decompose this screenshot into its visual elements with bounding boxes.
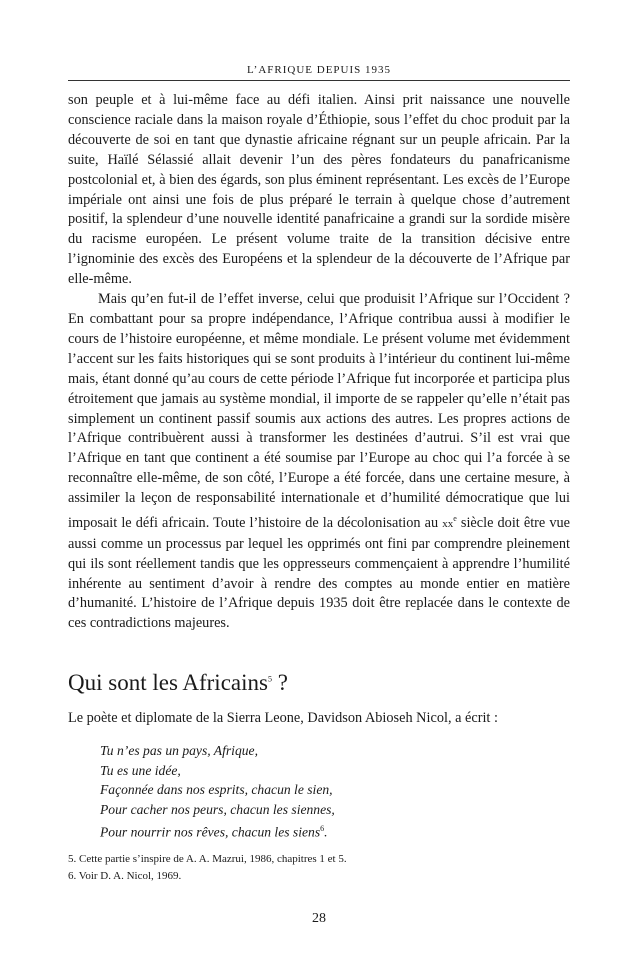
paragraph-2 bbox=[68, 290, 570, 634]
page-number: 28 bbox=[312, 911, 326, 926]
poem-end-punct: . bbox=[324, 824, 328, 840]
poem-line: Tu es une idée, bbox=[100, 762, 181, 778]
century-suffix: e bbox=[453, 514, 457, 524]
section-heading-text: Qui sont les Africains bbox=[68, 670, 268, 695]
poem-line-last bbox=[100, 819, 335, 842]
poem-intro: Le poète et diplomate de la Sierra Leone, Davidson Abioseh Nicol, a écrit : bbox=[68, 710, 498, 726]
poem-line-text: Pour nourrir nos rêves, chacun les siens bbox=[100, 824, 321, 840]
header-rule bbox=[68, 80, 570, 81]
century-numeral: xx bbox=[442, 517, 454, 530]
poem-line: Façonnée dans nos esprits, chacun le sien, bbox=[100, 782, 333, 797]
footnotes bbox=[68, 851, 347, 885]
section-heading-tail: ? bbox=[271, 670, 288, 695]
paragraph-1: son peuple et à lui-même face au défi italien. Ainsi prit naissance une nouvelle conscience raciale dans la maison royale d’Éthiopie, sous l’effet du choc produit par la découverte de soi en tant que dynastie africaine régnant sur un peuple africain. Par la suite, Haïlé Sélassié allait devenir l’un des pères fondateurs du panafricanisme postcolonial et, à bien des égards, son plus éminent représentant. Les excès de l’Europe impériale ont ainsi une fois de plus préparé le terrain à quelque chose d’autrement positif, la splendeur d’une nouvelle identité panafricaine a grandi sur la sordide misère du racisme européen. Le présent volume traite de la transition décisive entre l’ignominie des excès des Européens et la splendeur de la découverte de l’Afrique par elle-même. bbox=[68, 92, 570, 288]
body-text bbox=[68, 91, 570, 634]
poem bbox=[100, 741, 335, 842]
footnote-5: 5. Cette partie s’inspire de A. A. Mazrui, 1986, chapitres 1 et 5. bbox=[68, 853, 347, 865]
paragraph-2-text-end: siècle doit être vue aussi comme un processus par lequel les opprimés ont fini par comprendre pleinement qui ils sont réellement tandis que les oppresseurs commençaient à apprendre l’humilité inhérente au sentiment d’avoir à rendre des comptes au monde entier en matière d’humanité. L’histoire de l’Afrique depuis 1935 doit être replacée dans le contexte de ces contradictions majeures. bbox=[68, 514, 570, 632]
footnote-6: 6. Voir D. A. Nicol, 1969. bbox=[68, 870, 182, 882]
paragraph-2-text: Mais qu’en fut-il de l’effet inverse, celui que produisit l’Afrique sur l’Occident ? En combattant pour sa propre indépendance, l’Afrique contribua aussi à modifier le cours de l’histoire européenne, et même mondiale. Le présent volume met évidemment l’accent sur les faits historiques qui se sont produits à l’intérieur du continent lui-même mais, étant donné qu’au cours de cette période l’Afrique fut incorporée et participa plus étroitement que jamais au système mondial, il importe de se rappeler qu’elle n’était pas simplement un continent passif soumis aux actions des autres. Les propres actions de l’Afrique contribuèrent aussi à transformer les destinées d’autrui. S’il est vrai que l’Afrique en tant que continent a été soumise par l’Europe au choc qui l’a forcée à se reconnaître elle-même, de son côté, l’Europe a été forcée, dans une certaine mesure, à assimiler la leçon de responsabilité internationale et d’humilité démocratique que lui imposait le défi africain. Toute l’histoire de la décolonisation au bbox=[68, 291, 570, 531]
section-heading bbox=[68, 670, 288, 696]
footnote-ref-5: 5 bbox=[267, 674, 272, 684]
running-head: L’AFRIQUE DEPUIS 1935 bbox=[246, 64, 392, 76]
footnote-ref-6: 6 bbox=[320, 824, 325, 833]
poem-line: Pour cacher nos peurs, chacun les siennes, bbox=[100, 801, 335, 817]
poem-line: Tu n’es pas un pays, Afrique, bbox=[100, 743, 258, 758]
